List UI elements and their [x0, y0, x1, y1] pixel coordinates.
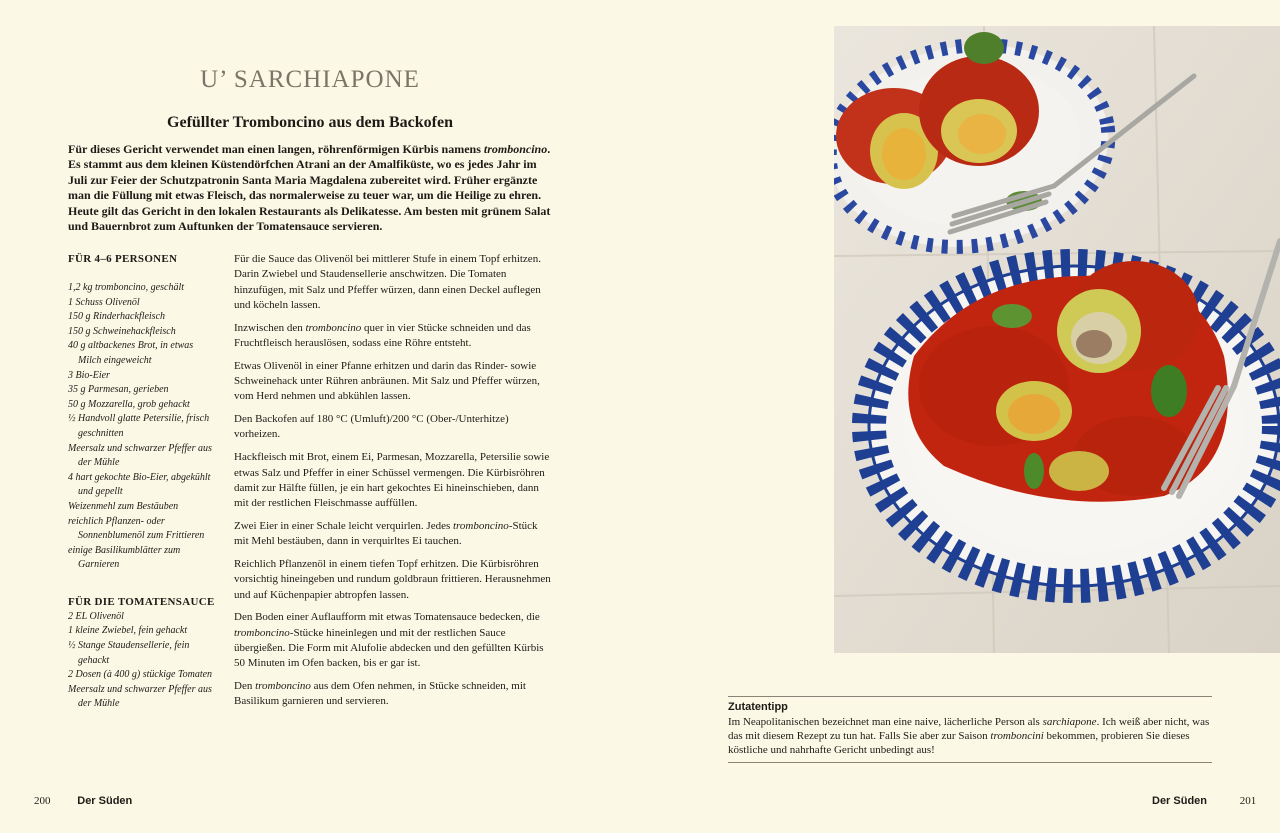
right-page: [640, 0, 1280, 833]
ingredients-column: [68, 252, 218, 712]
folio-right: [1152, 795, 1256, 807]
page-number: 201: [1239, 795, 1257, 807]
ingredient-item: Meersalz und schwarzer Pfeffer aus der Mühle: [68, 683, 212, 710]
ingredient-tip-box: [728, 696, 1212, 763]
ingredient-item: einige Basilikumblätter zum Garnieren: [68, 544, 181, 571]
ingredient-item: 1,2 kg tromboncino, geschält: [68, 282, 185, 293]
page-number: 200: [34, 795, 51, 807]
ingredient-item: Meersalz und schwarzer Pfeffer aus der Mühle: [68, 442, 212, 469]
method-step: Hackfleisch mit Brot, einem Ei, Parmesan, Mozzarella, Petersilie sowie etwas Salz und Pfeffer in einer Schüssel vermengen. Die Kürbisröhren damit zur Hälfte füllen, je ein hart gekochtes Ei hineinschieben, dann mit der restlichen Fleischmasse auffüllen.: [234, 451, 550, 510]
ingredient-item: 150 g Schweinehackfleisch: [68, 325, 176, 337]
section-name: Der Süden: [1152, 795, 1208, 807]
recipe-intro: Für dieses Gericht verwendet man einen langen, röhrenförmigen Kürbis namens trombonc​ino. Es stammt aus dem kleinen Küstendörfchen Atrani an der Amalfiküste, wo es jedes Jahr im Juli zur Feier der Schutzpatronin Santa Maria Magdalena zubereitet wird. Früher ergänzte man die Füllung mit etwas Fleisch, das normalerweise zu teuer war, um die Heilige zu ehren. Heute gilt das Gericht in den lokalen Restaurants als Delikatesse. Am besten mit grünem Salat und Bauernbrot zum Auftunken der Tomatensauce servieren.: [68, 142, 551, 234]
method-step: Etwas Olivenöl in einer Pfanne erhitzen und darin das Rinder- sowie Schweinehack unter Rühren anbräunen. Mit Salz und Pfeffer würzen, vom Herd nehmen und abkühlen lassen.: [234, 359, 540, 403]
method-step: Inzwischen den tromboncino quer in vier Stücke schneiden und das Fruchtfleisch herauslösen, sodass eine Röhre entsteht.: [234, 321, 531, 349]
method-step: Den Boden einer Auflaufform mit etwas Tomatensauce bedecken, die tromboncino-Stücke hineinlegen und mit der restlichen Sauce übergießen. Die Form mit Alufolie abdecken und den gefüllten Kürbis 50 Minuten im Ofen backen, bis er gar ist.: [234, 611, 544, 670]
ingredient-item: Weizenmehl zum Bestäuben: [68, 500, 179, 512]
section-name: Der Süden: [77, 795, 133, 807]
method-step: Den tromboncino aus dem Ofen nehmen, in Stücke schneiden, mit Basilikum garnieren und servieren.: [234, 680, 526, 708]
method-step: Für die Sauce das Olivenöl bei mittlerer Stufe in einem Topf erhitzen. Darin Zwiebel und Staudensellerie anschwitzen. Die Tomaten hinzufügen, mit Salz und Pfeffer würzen, dann einen Deckel auflegen und köcheln lassen.: [234, 253, 541, 311]
tip-text: Im Neapolitanischen bezeichnet man eine naive, lächerliche Person als sarchiapone. Ich weiß aber nicht, was das mit diesem Rezept zu tun hat. Falls Sie aber zur Saison tromboncini bekommen, probieren Sie dieses köstliche und nahrhafte Gericht unbedingt aus!: [728, 716, 1210, 756]
servings-heading: FÜR 4–6 PERSONEN: [68, 253, 178, 265]
ingredient-item: 4 hart gekochte Bio-Eier, abgekühlt und gepellt: [68, 471, 211, 498]
ingredient-item: ½ Stange Staudensellerie, fein gehackt: [68, 640, 190, 666]
ingredient-item: 3 Bio-Eier: [68, 369, 110, 381]
method-column: [234, 252, 552, 717]
recipe-title: U’ SARCHIAPONE: [200, 66, 420, 93]
folio-left: [34, 795, 132, 807]
ingredient-item: 2 EL Olivenöl: [68, 610, 124, 622]
tip-title: Zutatentipp: [728, 701, 788, 713]
dish-photo: [834, 26, 1280, 653]
ingredient-item: 150 g Rinderhackfleisch: [68, 311, 166, 323]
sauce-heading: FÜR DIE TOMATENSAUCE: [68, 595, 215, 608]
ingredient-item: 40 g altbackenes Brot, in etwas Milch eingeweicht: [68, 340, 194, 366]
ingredient-item: 1 Schuss Olivenöl: [68, 296, 140, 308]
ingredient-item: reichlich Pflanzen- oder Sonnenblumenöl zum Frittieren: [68, 515, 205, 542]
method-step: Zwei Eier in einer Schale leicht verquirlen. Jedes tromboncino-Stück mit Mehl bestäuben, dann in verquirltes Ei tauchen.: [234, 519, 538, 548]
ingredient-item: ½ Handvoll glatte Petersilie, frisch geschnitten: [68, 413, 210, 439]
recipe-subtitle: Gefüllter Tromboncino aus dem Backofen: [167, 114, 453, 131]
sauce-ingredient-list: [68, 610, 218, 712]
ingredient-list: [68, 281, 218, 573]
method-step: Den Backofen auf 180 °C (Umluft)/200 °C (Ober-/Unterhitze) vorheizen.: [234, 413, 509, 441]
ingredient-item: 1 kleine Zwiebel, fein gehackt: [68, 625, 188, 637]
ingredient-item: 50 g Mozzarella, grob gehackt: [68, 398, 190, 410]
ingredient-item: 2 Dosen (à 400 g) stückige Tomaten: [68, 669, 213, 681]
method-step: Reichlich Pflanzenöl in einem tiefen Topf erhitzen. Die Kürbisröhren vorsichtig hineingeben und rundum goldbraun frittieren. Herausnehmen und auf Küchenpapier abtropfen lassen.: [234, 558, 551, 601]
ingredient-item: 35 g Parmesan, gerieben: [68, 384, 169, 396]
dish-photo-illustration: [834, 26, 1280, 653]
